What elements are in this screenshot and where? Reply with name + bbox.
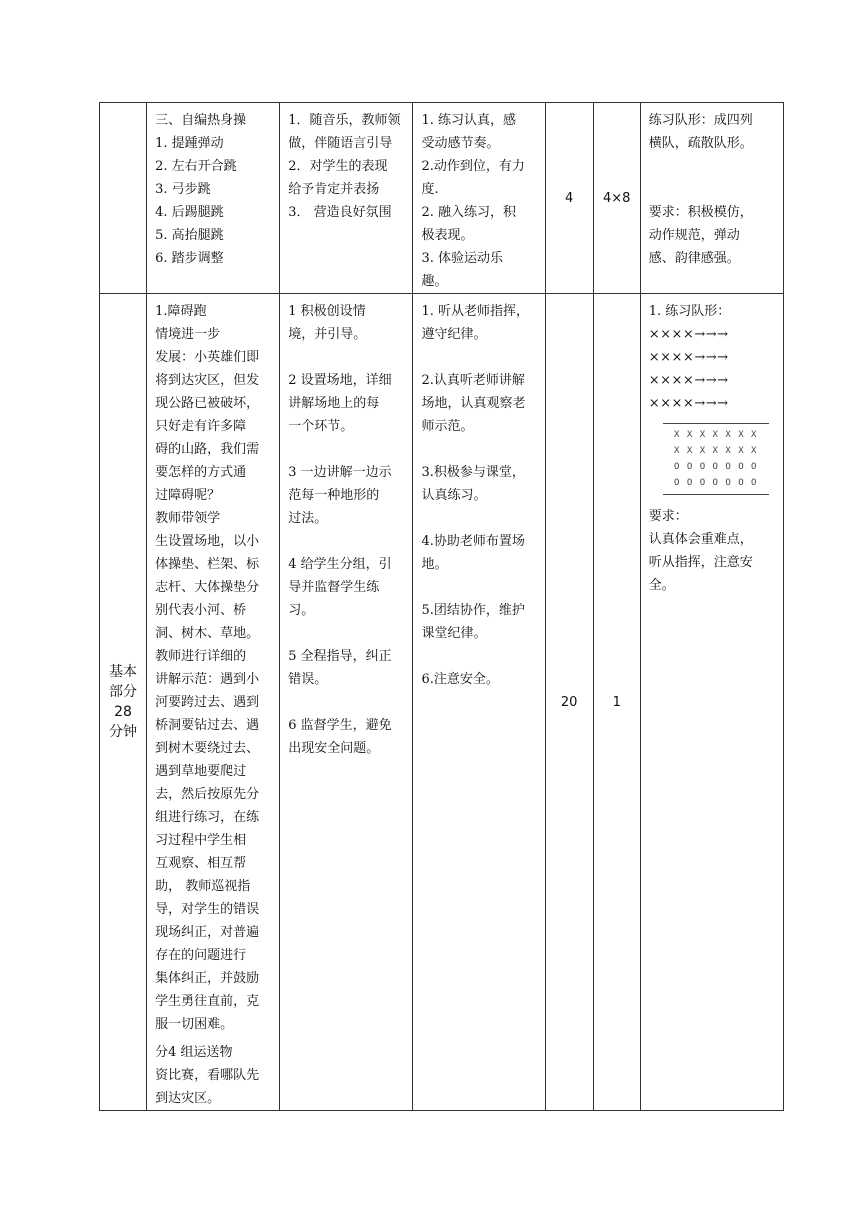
basic-content-line: 助， 教师巡视指 bbox=[155, 879, 251, 894]
basic-teacher-cell bbox=[280, 294, 413, 1111]
warmup-teacher-line: 做，伴随语言引导 bbox=[288, 136, 393, 151]
warmup-content-line: 6. 踏步调整 bbox=[155, 251, 224, 266]
basic-content-line: 组进行练习，在练 bbox=[155, 810, 260, 825]
warmup-content-line: 4. 后踢腿跳 bbox=[155, 205, 224, 220]
warmup-student-line: 趣。 bbox=[421, 274, 448, 289]
lesson-plan-table bbox=[99, 102, 784, 1111]
warmup-student-line: 3. 体验运动乐 bbox=[421, 251, 503, 266]
basic-student-line bbox=[421, 438, 538, 461]
formation-row: ××××→→→ bbox=[648, 350, 729, 365]
org-requirement-line: 全。 bbox=[648, 578, 675, 593]
basic-content-line: 学生勇往直前，克 bbox=[155, 994, 260, 1009]
basic-content-line: 导，对学生的错误 bbox=[155, 902, 260, 917]
part-label: 28 bbox=[114, 704, 132, 720]
basic-teacher-line: 2 设置场地，详细 bbox=[288, 373, 392, 388]
warmup-student-cell bbox=[413, 103, 545, 294]
warmup-row bbox=[100, 103, 784, 294]
basic-content-line: 遇到草地要爬过 bbox=[155, 764, 247, 779]
basic-content-line: 河要跨过去、遇到 bbox=[155, 695, 260, 710]
basic-content-line: 体操垫、栏架、标 bbox=[155, 557, 260, 572]
basic-org-cell bbox=[640, 294, 783, 1111]
basic-student-line: 6.注意安全。 bbox=[421, 672, 499, 687]
basic-content-line: 情境进一步 bbox=[155, 327, 221, 342]
basic-student-line: 5.团结协作，维护 bbox=[421, 603, 525, 618]
basic-student-line: 1. 听从老师指挥， bbox=[421, 304, 529, 319]
warmup-org-line bbox=[649, 155, 777, 178]
warmup-student-line: 受动感节奏。 bbox=[421, 136, 500, 151]
basic-teacher-line: 3 一边讲解一边示 bbox=[288, 465, 392, 480]
basic-student-line: 4.协助老师布置场 bbox=[421, 534, 525, 549]
basic-student-line: 3.积极参与课堂， bbox=[421, 465, 525, 480]
warmup-student-line: 度. bbox=[421, 182, 439, 197]
basic-content-line: 要怎样的方式通 bbox=[155, 465, 247, 480]
basic-student-line: 认真练习。 bbox=[421, 488, 487, 503]
basic-content-line: 教师进行详细的 bbox=[155, 649, 247, 664]
basic-student-cell bbox=[413, 294, 545, 1111]
warmup-org-line bbox=[649, 178, 777, 201]
basic-teacher-line bbox=[288, 438, 406, 461]
basic-student-line: 2.认真听老师讲解 bbox=[421, 373, 525, 388]
basic-teacher-line: 习。 bbox=[288, 603, 315, 618]
warmup-org-line: 练习队形：成四列 bbox=[648, 113, 753, 128]
basic-content-line: 生设置场地，以小 bbox=[155, 534, 260, 549]
part-label: 分钟 bbox=[109, 724, 138, 740]
basic-content-line: 现公路已被破坏， bbox=[155, 396, 260, 411]
formation-row: ××××→→→ bbox=[648, 373, 729, 388]
basic-teacher-line bbox=[288, 346, 406, 369]
org-requirement-line: 要求： bbox=[648, 509, 688, 524]
basic-teacher-line: 6 监督学生，避免 bbox=[288, 718, 392, 733]
diagram-row: O O O O O O O bbox=[674, 478, 758, 488]
basic-content-line: 资比赛，看哪队先 bbox=[155, 1068, 260, 1083]
org-title: 1. 练习队形： bbox=[648, 304, 731, 319]
basic-teacher-line: 4 给学生分组，引 bbox=[288, 557, 392, 572]
basic-teacher-line bbox=[288, 691, 406, 714]
warmup-time-cell: 4 bbox=[545, 103, 593, 294]
basic-content-line: 去，然后按原先分 bbox=[155, 787, 260, 802]
basic-row bbox=[100, 294, 784, 1111]
warmup-content-line: 2. 左右开合跳 bbox=[155, 159, 237, 174]
warmup-teacher-cell bbox=[280, 103, 413, 294]
basic-student-line bbox=[421, 576, 538, 599]
basic-teacher-line: 范每一种地形的 bbox=[288, 488, 380, 503]
warmup-content-line: 5. 高抬腿跳 bbox=[155, 228, 224, 243]
formation-row: ××××→→→ bbox=[648, 327, 729, 342]
formation-row: ××××→→→ bbox=[648, 396, 729, 411]
warmup-org-cell bbox=[640, 103, 783, 294]
part-label: 部分 bbox=[109, 684, 138, 700]
basic-teacher-line: 讲解场地上的每 bbox=[288, 396, 380, 411]
basic-content-line: 习过程中学生相 bbox=[155, 833, 247, 848]
basic-content-line: 桥洞要钻过去、遇 bbox=[155, 718, 260, 733]
warmup-teacher-line: 1．随音乐，教师领 bbox=[288, 113, 401, 128]
basic-content-line: 发展：小英雄们即 bbox=[155, 350, 260, 365]
basic-content-line: 只好走有许多障 bbox=[155, 419, 247, 434]
basic-content-line: 别代表小河、桥 bbox=[155, 603, 247, 618]
diagram-row: X X X X X X X bbox=[674, 446, 758, 456]
basic-teacher-line: 错误。 bbox=[288, 672, 328, 687]
warmup-org-line: 动作规范，弹动 bbox=[648, 228, 740, 243]
warmup-org-line: 感、韵律感强。 bbox=[648, 251, 740, 266]
basic-student-line: 课堂纪律。 bbox=[421, 626, 487, 641]
basic-student-line bbox=[421, 645, 538, 668]
org-requirement-line: 认真体会重难点， bbox=[648, 532, 753, 547]
basic-student-line: 场地，认真观察老 bbox=[421, 396, 526, 411]
warmup-student-line: 2. 融入练习，积 bbox=[421, 205, 516, 220]
basic-student-line: 遵守纪律。 bbox=[421, 327, 487, 342]
basic-teacher-line: 一个环节。 bbox=[288, 419, 354, 434]
warmup-org-line: 横队，疏散队形。 bbox=[648, 136, 753, 151]
basic-content-line: 将到达灾区，但发 bbox=[155, 373, 260, 388]
basic-content-cell bbox=[147, 294, 280, 1111]
warmup-student-line: 2.动作到位，有力 bbox=[421, 159, 525, 174]
basic-teacher-line: 导并监督学生练 bbox=[288, 580, 380, 595]
warmup-teacher-line: 2．对学生的表现 bbox=[288, 159, 388, 174]
basic-content-line: 洞、树木、草地。 bbox=[155, 626, 260, 641]
basic-student-line: 地。 bbox=[421, 557, 448, 572]
basic-student-line bbox=[421, 507, 538, 530]
basic-content-line: 1.障碍跑 bbox=[155, 304, 207, 319]
basic-time-cell: 20 bbox=[545, 294, 593, 1111]
basic-content-line: 到树木要绕过去、 bbox=[155, 741, 260, 756]
warmup-org-line: 要求：积极模仿， bbox=[648, 205, 753, 220]
basic-teacher-line: 过法。 bbox=[288, 511, 328, 526]
warmup-content-line: 1. 提踵弹动 bbox=[155, 136, 224, 151]
diagram-row: X X X X X X X bbox=[674, 430, 758, 440]
basic-content-line: 讲解示范：遇到小 bbox=[155, 672, 260, 687]
basic-content-line: 志杆、大体操垫分 bbox=[155, 580, 260, 595]
diagram-row: O O O O O O O bbox=[674, 462, 758, 472]
basic-content-line: 存在的问题进行 bbox=[155, 948, 247, 963]
warmup-content-line: 三、自编热身操 bbox=[155, 113, 247, 128]
basic-content-line: 集体纠正，并鼓励 bbox=[155, 971, 260, 986]
basic-content-line: 现场纠正，对普遍 bbox=[155, 925, 260, 940]
org-requirement-line: 听从指挥，注意安 bbox=[648, 555, 753, 570]
basic-part-cell bbox=[100, 294, 147, 1111]
basic-student-line: 师示范。 bbox=[421, 419, 474, 434]
basic-reps-cell: 1 bbox=[593, 294, 640, 1111]
basic-content-line: 碍的山路，我们需 bbox=[155, 442, 260, 457]
basic-teacher-line: 1 积极创设情 bbox=[288, 304, 366, 319]
warmup-teacher-line: 给予肯定并表扬 bbox=[288, 182, 380, 197]
warmup-teacher-line: 3． 营造良好氛围 bbox=[288, 205, 392, 220]
basic-content-line: 分4 组运送物 bbox=[155, 1045, 233, 1060]
basic-content-line: 互观察、相互帮 bbox=[155, 856, 247, 871]
basic-content-line: 到达灾区。 bbox=[155, 1091, 221, 1106]
basic-teacher-line: 5 全程指导，纠正 bbox=[288, 649, 392, 664]
basic-content-line: 过障碍呢？ bbox=[155, 488, 221, 503]
warmup-part-cell bbox=[100, 103, 147, 294]
formation-diagram bbox=[663, 423, 769, 495]
warmup-reps-cell: 4×8 bbox=[593, 103, 640, 294]
warmup-content-line: 3. 弓步跳 bbox=[155, 182, 211, 197]
warmup-student-line: 1. 练习认真，感 bbox=[421, 113, 516, 128]
basic-teacher-line bbox=[288, 530, 406, 553]
basic-teacher-line bbox=[288, 622, 406, 645]
basic-content-line: 服一切困难。 bbox=[155, 1017, 234, 1032]
basic-teacher-line: 出现安全问题。 bbox=[288, 741, 380, 756]
basic-content-line: 教师带领学 bbox=[155, 511, 221, 526]
warmup-content-cell bbox=[147, 103, 280, 294]
part-label: 基本 bbox=[109, 664, 138, 680]
warmup-student-line: 极表现。 bbox=[421, 228, 474, 243]
basic-student-line bbox=[421, 346, 538, 369]
basic-teacher-line: 境，并引导。 bbox=[288, 327, 367, 342]
